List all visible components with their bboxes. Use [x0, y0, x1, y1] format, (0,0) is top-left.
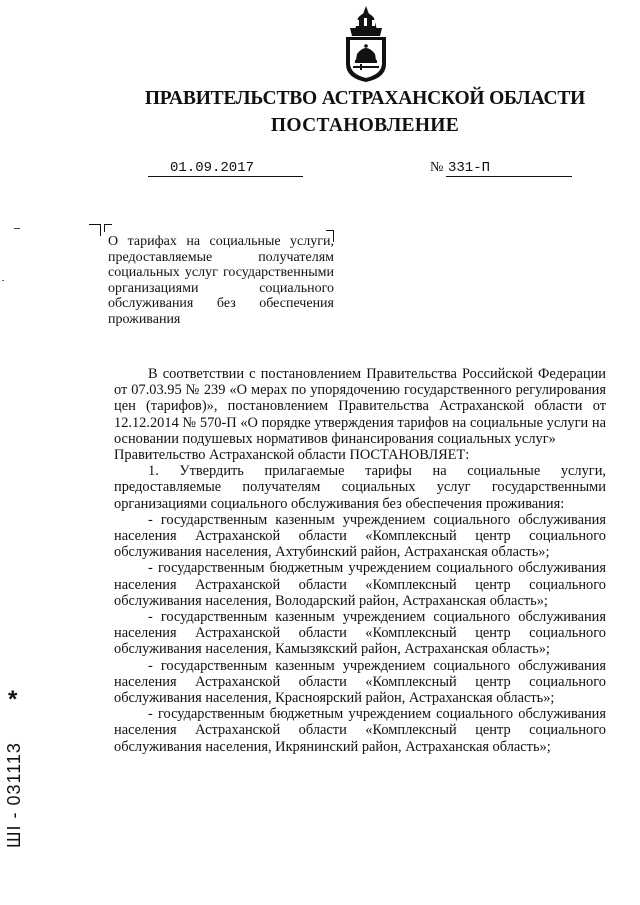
document-type: ПОСТАНОВЛЕНИЕ: [270, 115, 460, 136]
document-subject: О тарифах на социальные услуги, предоставляемые получателям социальных услуг государственными организациями социального обслуживания без обеспечения проживания: [108, 234, 334, 327]
number-sign: №: [430, 160, 444, 175]
margin-mark: [14, 228, 20, 229]
list-item: - государственным казенным учреждением социального обслуживания населения Астраханской области «Комплексный центр социального обслуживания населения, Ахтубинский район, Астраханская область»;: [114, 511, 606, 561]
document-date: 01.09.2017: [148, 160, 303, 177]
list-item: - государственным бюджетным учреждением социального обслуживания населения Астраханской области «Комплексный центр социального обслуживания населения, Икрянинский район, Астраханская область»;: [114, 706, 606, 755]
document-number: 331-П: [446, 160, 572, 177]
star-mark: *: [8, 686, 18, 713]
organization-title: ПРАВИТЕЛЬСТВО АСТРАХАНСКОЙ ОБЛАСТИ: [144, 88, 586, 109]
subject-bracket-left: [89, 224, 101, 236]
list-item: - государственным бюджетным учреждением социального обслуживания населения Астраханской области «Комплексный центр социального обслуживания населения, Володарский район, Астраханская область»;: [114, 560, 606, 609]
margin-mark: [2, 280, 4, 281]
resolution-line: Правительство Астраханской области ПОСТАНОВЛЯЕТ:: [114, 447, 470, 464]
item-1-paragraph: 1. Утвердить прилагаемые тарифы на социальные услуги, предоставляемые получателям социальных услуг государственными организациями социального обслуживания без обеспечения проживания:: [114, 463, 606, 512]
document-body: [114, 366, 606, 755]
subject-bracket-left-inner: [104, 224, 112, 232]
list-item: - государственным казенным учреждением социального обслуживания населения Астраханской области «Комплексный центр социального обслуживания населения, Камызякский район, Астраханская область»;: [114, 609, 606, 658]
preamble-paragraph: В соответствии с постановлением Правительства Российской Федерации от 07.03.95 № 239 «О мерах по упорядочению государственного регулирования цен (тарифов)», постановлением Правительства Астраханской области от 12.12.2014 № 570-П «О порядке утверждения тарифов на социальные услуги на основании подушевых нормативов финансирования социальных услуг»: [114, 366, 606, 447]
coat-of-arms-icon: [336, 4, 396, 84]
list-item: - государственным казенным учреждением социального обслуживания населения Астраханской области «Комплексный центр социального обслуживания населения, Красноярский район, Астраханская область»;: [114, 657, 606, 707]
side-serial-number: ШI - 031113: [4, 742, 24, 848]
